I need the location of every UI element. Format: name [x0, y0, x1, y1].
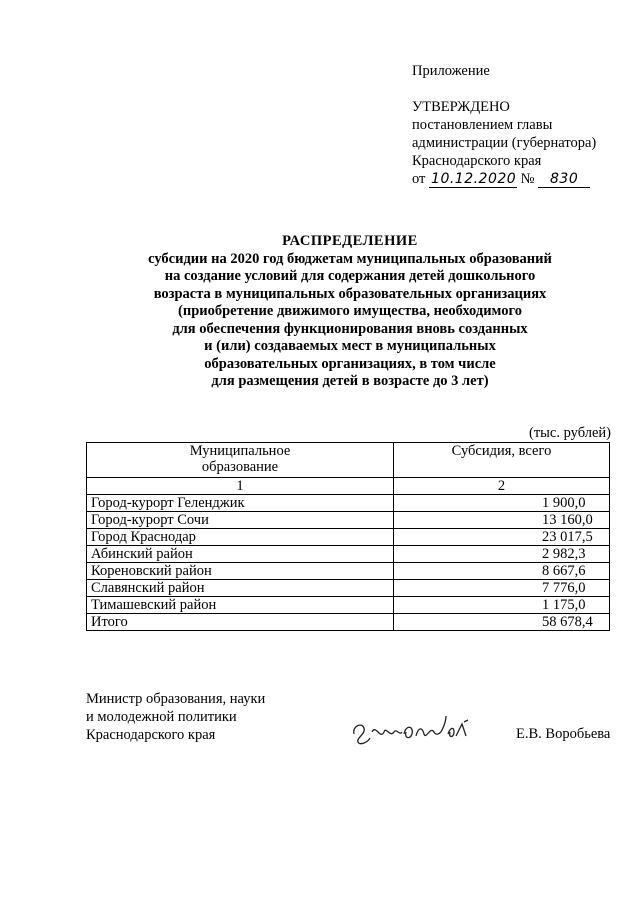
signatory-name: Е.В. Воробьева	[516, 726, 611, 742]
number-prefix: №	[520, 171, 535, 187]
title-line: образовательных организациях, в том числе	[204, 355, 496, 372]
table-row	[87, 529, 610, 546]
subsidy-value: 8 667,6	[394, 563, 610, 580]
signatory-position	[86, 690, 265, 744]
approval-number: 830	[538, 172, 590, 188]
column-number-row	[87, 478, 610, 495]
municipality-name: Кореновский район	[87, 563, 394, 580]
title-line: (приобретение движимого имущества, необходимого	[178, 303, 522, 319]
approval-date-line	[412, 170, 596, 188]
total-label: Итого	[87, 614, 394, 631]
municipality-name: Славянский район	[87, 580, 394, 597]
municipality-name: Абинский район	[87, 546, 394, 563]
table-row	[87, 563, 610, 580]
header-municipality-line-1: Муниципальное	[189, 443, 291, 459]
approved-label: УТВЕРЖДЕНО	[412, 99, 510, 115]
municipality-name: Город-курорт Геленджик	[87, 495, 394, 512]
table-row	[87, 512, 610, 529]
table-row	[87, 495, 610, 512]
document-title	[80, 233, 620, 391]
position-line-3: Краснодарского края	[86, 727, 216, 743]
header-subsidy: Субсидия, всего	[394, 443, 610, 478]
approval-block	[412, 62, 596, 188]
subsidy-value: 7 776,0	[394, 580, 610, 597]
header-municipality	[87, 443, 394, 478]
handwritten-signature	[350, 712, 480, 748]
appendix-label: Приложение	[412, 63, 490, 79]
title-heading: РАСПРЕДЕЛЕНИЕ	[282, 233, 418, 249]
approval-date: 10.12.2020	[431, 171, 517, 187]
approval-line-1: постановлением главы	[412, 117, 553, 133]
header-municipality-line-2: образование	[201, 459, 279, 475]
title-line: для размещения детей в возрасте до 3 лет)	[211, 373, 489, 389]
title-line: для обеспечения функционирования вновь созданных	[172, 320, 528, 337]
subsidy-table	[86, 442, 610, 631]
subsidy-value: 2 982,3	[394, 546, 610, 563]
table-row	[87, 546, 610, 563]
subsidy-value: 1 175,0	[394, 597, 610, 614]
position-line-1: Министр образования, науки	[86, 691, 266, 707]
column-number-1: 1	[87, 478, 394, 495]
table-row	[87, 580, 610, 597]
approval-line-2: администрации (губернатора)	[412, 135, 597, 151]
municipality-name: Тимашевский район	[87, 597, 394, 614]
position-line-2: и молодежной политики	[86, 709, 237, 725]
column-number-2: 2	[394, 478, 610, 495]
approval-line-3: Краснодарского края	[412, 153, 542, 169]
table-row	[87, 597, 610, 614]
title-line: на создание условий для содержания детей дошкольного	[164, 268, 536, 284]
title-line: и (или) создаваемых мест в муниципальных	[204, 338, 496, 354]
subsidy-value: 1 900,0	[394, 495, 610, 512]
municipality-name: Город-курорт Сочи	[87, 512, 394, 529]
subsidy-value: 13 160,0	[394, 512, 610, 529]
municipality-name: Город Краснодар	[87, 529, 394, 546]
total-value: 58 678,4	[394, 614, 610, 631]
subsidy-value: 23 017,5	[394, 529, 610, 546]
date-prefix: от	[412, 171, 426, 187]
title-line: субсидии на 2020 год бюджетам муниципальных образований	[148, 250, 552, 267]
table-total-row	[87, 614, 610, 631]
table-header-row	[87, 443, 610, 478]
title-line: возраста в муниципальных образовательных организациях	[153, 285, 547, 302]
units-label: (тыс. рублей)	[529, 425, 611, 441]
